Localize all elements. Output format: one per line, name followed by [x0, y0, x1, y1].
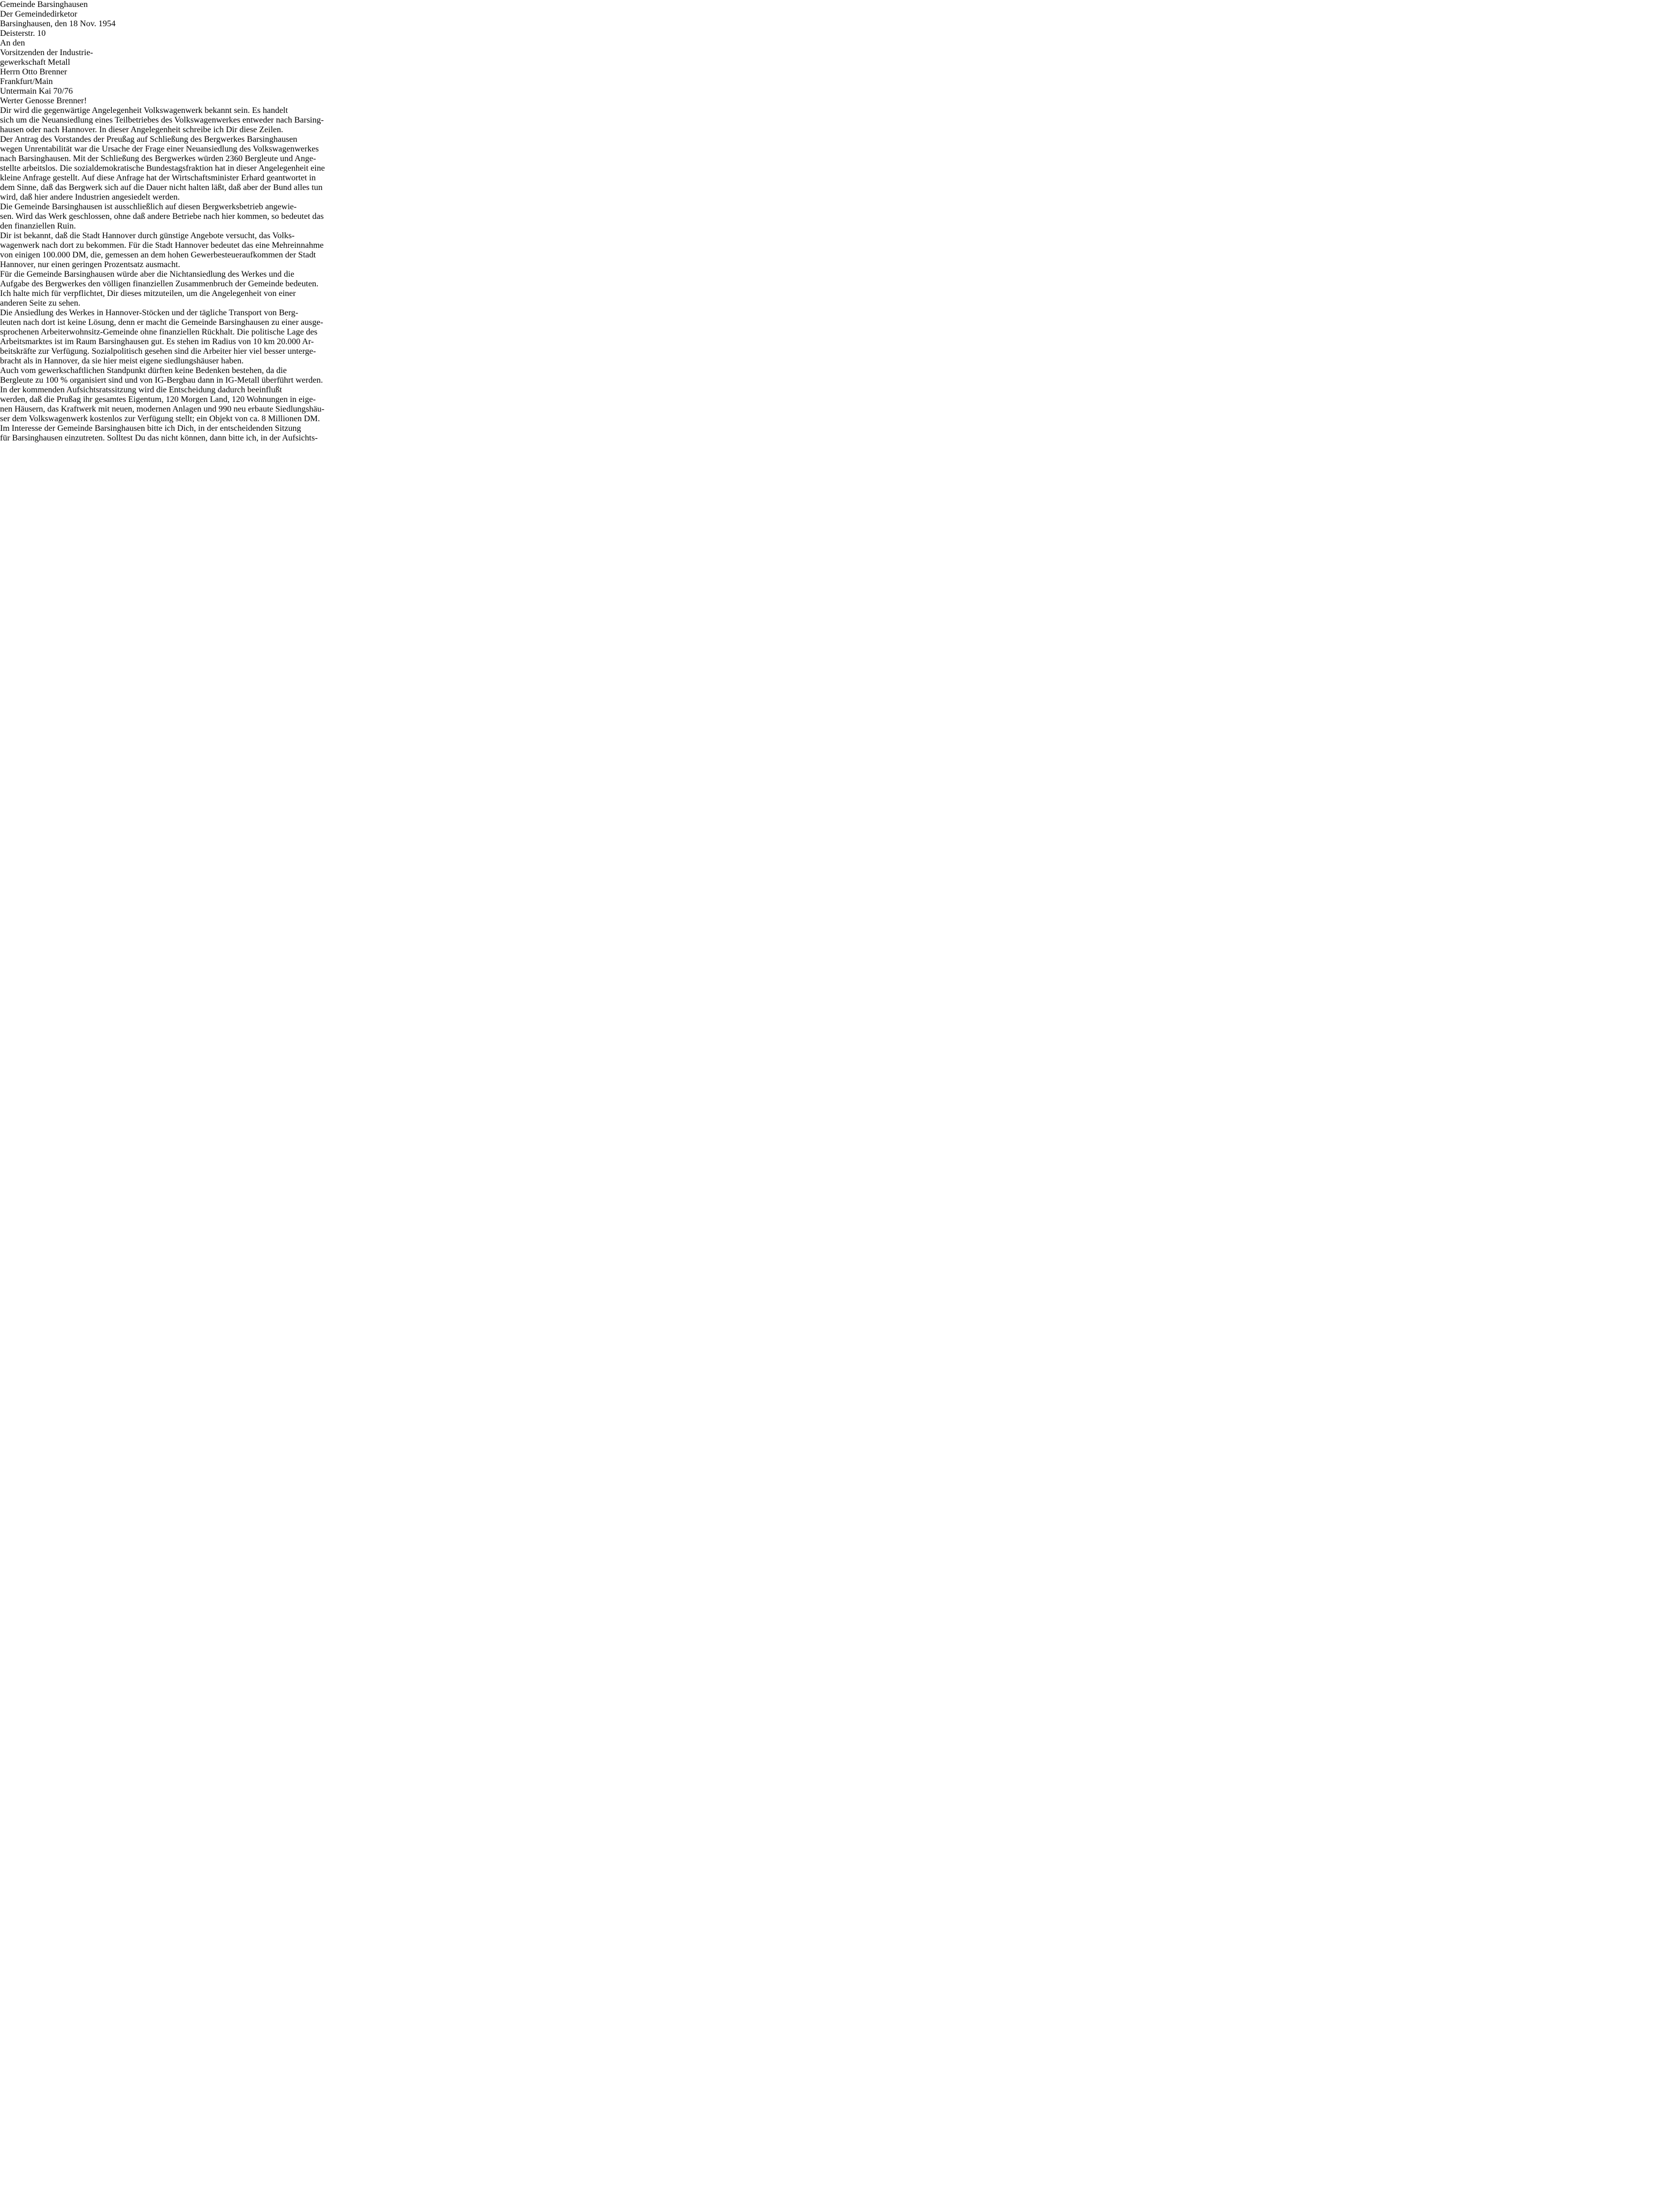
paragraph-line: Für die Gemeinde Barsinghausen würde aber die Nichtansiedlung des Werkes und die	[0, 270, 294, 279]
paragraph-line: ser dem Volkswagenwerk kostenlos zur Verfügung stellt; ein Objekt von ca. 8 Millionen DM.	[0, 414, 320, 423]
salutation	[0, 96, 1659, 106]
address-line: gewerkschaft Metall	[0, 58, 71, 67]
paragraph-line: sprochenen Arbeiterwohnsitz-Gemeinde ohne finanziellen Rückhalt. Die politische Lage des	[0, 328, 318, 337]
paragraph-line: Dir ist bekannt, daß die Stadt Hannover durch günstige Angebote versucht, das Volks-	[0, 231, 295, 240]
paragraph-line: stellte arbeitslos. Die sozialdemokratische Bundestagsfraktion hat in dieser Angelegenheit eine	[0, 164, 325, 173]
paragraph-1	[0, 106, 1659, 135]
paragraph-line: wagenwerk nach dort zu bekommen. Für die Stadt Hannover bedeutet das eine Mehreinnahme	[0, 241, 324, 250]
address-line: Herrn Otto Brenner	[0, 67, 67, 77]
paragraph-line: für Barsinghausen einzutreten. Solltest Du das nicht können, dann bitte ich, in der Aufsichts-	[0, 434, 318, 443]
salutation-text: Werter Genosse Brenner!	[0, 96, 87, 105]
paragraph-line: dem Sinne, daß das Bergwerk sich auf die Dauer nicht halten läßt, daß aber der Bund alles tun	[0, 183, 323, 192]
paragraph-line: nen Häusern, das Kraftwerk mit neuen, modernen Anlagen und 990 neu erbaute Siedlungshäu-	[0, 405, 325, 414]
date-line: Barsinghausen, den 18 Nov. 1954	[0, 19, 116, 28]
paragraph-line: den finanziellen Ruin.	[0, 222, 76, 231]
paragraph-8	[0, 366, 1659, 385]
paragraph-line: Der Antrag des Vorstandes der Preußag auf Schließung des Bergwerkes Barsinghausen	[0, 135, 298, 144]
paragraph-line: Arbeitsmarktes ist im Raum Barsinghausen gut. Es stehen im Radius von 10 km 20.000 Ar-	[0, 337, 314, 346]
paragraph-line: sen. Wird das Werk geschlossen, ohne daß andere Betriebe nach hier kommen, so bedeutet das	[0, 212, 324, 221]
address-line: An den	[0, 39, 25, 48]
paragraph-line: von einigen 100.000 DM, die, gemessen an dem hohen Gewerbesteueraufkommen der Stadt	[0, 250, 316, 260]
paragraph-9	[0, 385, 1659, 424]
paragraph-line: Hannover, nur einen geringen Prozentsatz ausmacht.	[0, 260, 180, 269]
paragraph-7	[0, 308, 1659, 366]
address-line: Vorsitzenden der Industrie-	[0, 48, 93, 57]
paragraph-line: Dir wird die gegenwärtige Angelegenheit Volkswagenwerk bekannt sein. Es handelt	[0, 106, 288, 115]
address-line-city: Frankfurt/Main	[0, 77, 53, 86]
paragraph-10	[0, 424, 1659, 443]
paragraph-line: werden, daß die Prußag ihr gesamtes Eigentum, 120 Morgen Land, 120 Wohnungen in eige-	[0, 395, 316, 404]
paragraph-2	[0, 135, 1659, 202]
paragraph-line: wegen Unrentabilität war die Ursache der Frage einer Neuansiedlung des Volkswagenwerkes	[0, 145, 319, 154]
paragraph-line: hausen oder nach Hannover. In dieser Angelegenheit schreibe ich Dir diese Zeilen.	[0, 125, 284, 134]
paragraph-line: Ich halte mich für verpflichtet, Dir dieses mitzuteilen, um die Angelegenheit von einer	[0, 289, 296, 298]
paragraph-line: Im Interesse der Gemeinde Barsinghausen bitte ich Dich, in der entscheidenden Sitzung	[0, 424, 301, 433]
paragraph-4	[0, 231, 1659, 270]
paragraph-line: sich um die Neuansiedlung eines Teilbetriebes des Volkswagenwerkes entweder nach Barsing-	[0, 116, 324, 125]
sender-block	[0, 0, 1659, 19]
paragraph-5	[0, 270, 1659, 289]
paragraph-6	[0, 289, 1659, 308]
address-line: Untermain Kai 70/76	[0, 87, 73, 96]
paragraph-line: leuten nach dort ist keine Lösung, denn er macht die Gemeinde Barsinghausen zu einer ausge-	[0, 318, 323, 327]
paragraph-line: In der kommenden Aufsichtsratssitzung wird die Entscheidung dadurch beeinflußt	[0, 385, 282, 394]
paragraph-line: bracht als in Hannover, da sie hier meist eigene siedlungshäuser haben.	[0, 356, 244, 366]
letter-content	[0, 0, 1659, 443]
sender-title: Der Gemeindedirketor	[0, 10, 78, 19]
paragraph-line: nach Barsinghausen. Mit der Schließung des Bergwerkes würden 2360 Bergleute und Ange-	[0, 154, 316, 163]
sender-street: Deisterstr. 10	[0, 29, 46, 38]
paragraph-line: Aufgabe des Bergwerkes den völligen finanziellen Zusammenbruch der Gemeinde bedeuten.	[0, 279, 319, 288]
sender-name: Gemeinde Barsinghausen	[0, 0, 88, 9]
paragraph-line: anderen Seite zu sehen.	[0, 299, 81, 308]
paragraph-line: kleine Anfrage gestellt. Auf diese Anfrage hat der Wirtschaftsminister Erhard geantwortet in	[0, 173, 316, 183]
paragraph-line: Die Ansiedlung des Werkes in Hannover-Stöcken und der tägliche Transport von Berg-	[0, 308, 299, 317]
paragraph-line: Auch vom gewerkschaftlichen Standpunkt dürften keine Bedenken bestehen, da die	[0, 366, 287, 375]
paragraph-line: Die Gemeinde Barsinghausen ist ausschließlich auf diesen Bergwerksbetrieb angewie-	[0, 202, 297, 211]
date-block	[0, 19, 1659, 39]
recipient-block	[0, 39, 1659, 96]
paragraph-line: wird, daß hier andere Industrien angesiedelt werden.	[0, 193, 180, 202]
paragraph-3	[0, 202, 1659, 231]
paragraph-line: beitskräfte zur Verfügung. Sozialpolitisch gesehen sind die Arbeiter hier viel besser unterge-	[0, 347, 316, 356]
paragraph-line: Bergleute zu 100 % organisiert sind und von IG-Bergbau dann in IG-Metall überführt werden.	[0, 376, 323, 385]
